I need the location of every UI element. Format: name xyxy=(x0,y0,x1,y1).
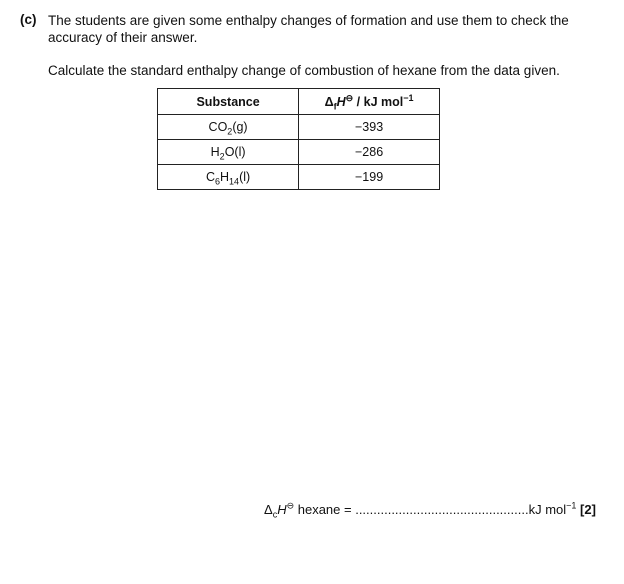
question-intro-line-2: accuracy of their answer. xyxy=(48,30,198,45)
formula-part: CO xyxy=(208,120,228,134)
substance-co2 xyxy=(158,115,299,140)
units-text: / kJ mol xyxy=(353,94,404,109)
marks-label: [2] xyxy=(580,502,596,517)
header-enthalpy xyxy=(299,89,440,115)
units-exponent: −1 xyxy=(403,92,414,103)
formula-part: (g) xyxy=(232,120,248,134)
standard-state-symbol: ⊖ xyxy=(345,92,354,103)
subscript-c: c xyxy=(272,509,278,520)
formula-part: H xyxy=(220,170,230,184)
delta-symbol: Δ xyxy=(264,502,273,517)
enthalpy-h: H xyxy=(336,94,346,109)
value-co2: −393 xyxy=(299,115,440,140)
header-substance: Substance xyxy=(158,89,299,115)
formula-subscript: 14 xyxy=(229,176,240,187)
formula-part: O(l) xyxy=(224,145,246,159)
formula-subscript: 6 xyxy=(215,176,221,187)
substance-hexane xyxy=(158,165,299,190)
answer-units: kJ mol xyxy=(528,502,567,517)
value-hexane: −199 xyxy=(299,165,440,190)
table-row xyxy=(158,165,440,190)
answer-blank[interactable]: ................................................ xyxy=(355,502,529,517)
units-exponent: −1 xyxy=(566,500,577,511)
answer-line xyxy=(264,500,616,520)
standard-state-symbol: ⊖ xyxy=(286,500,295,511)
substance-h2o xyxy=(158,140,299,165)
delta-symbol: Δ xyxy=(324,94,334,109)
value-h2o: −286 xyxy=(299,140,440,165)
subscript-f: f xyxy=(333,101,337,111)
enthalpy-h: H xyxy=(277,502,287,517)
table-row xyxy=(158,140,440,165)
question-intro-line-1: The students are given some enthalpy changes of formation and use them to check the xyxy=(48,13,569,28)
formula-subscript: 2 xyxy=(219,151,225,162)
formula-subscript: 2 xyxy=(227,126,233,137)
enthalpy-data-table xyxy=(157,88,440,190)
formula-part: (l) xyxy=(239,170,251,184)
question-instruction: Calculate the standard enthalpy change of combustion of hexane from the data given. xyxy=(48,63,560,78)
table-header-row xyxy=(158,89,440,115)
question-part-label: (c) xyxy=(20,12,37,27)
formula-part: H xyxy=(210,145,220,159)
answer-label: hexane = xyxy=(294,502,356,517)
table-row xyxy=(158,115,440,140)
formula-part: C xyxy=(205,170,215,184)
